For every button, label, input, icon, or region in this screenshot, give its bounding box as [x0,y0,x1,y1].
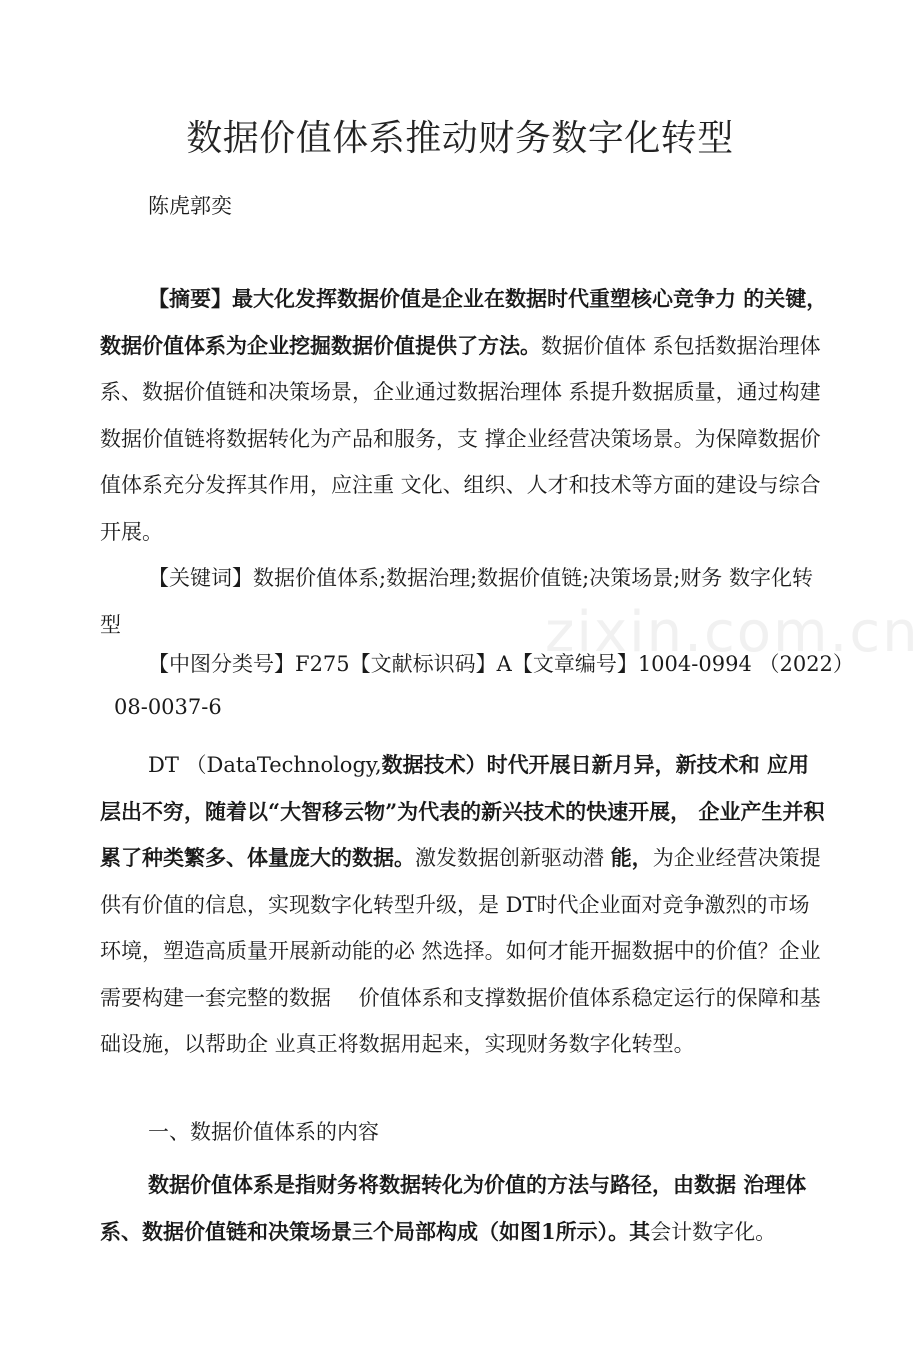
intro-prefix: DT （DataTechnology, [148,753,382,777]
article-number-line: 08-0037-6 [114,695,222,719]
keywords-label: 【关键词】 [148,566,253,590]
section-text: 会计数字化。 [650,1219,777,1244]
abstract-label: 【摘要】 [148,286,232,311]
author-names: 陈虎郭奕 [148,194,232,218]
intro-paragraph [100,742,828,1068]
abstract-paragraph [100,276,828,555]
intro-bold-text-2: 能， [610,845,653,870]
abstract-text: 数据价值体 系包括数据治理体系、数据价值链和决策场景，企业通过数据治理体 系提升数据质量，通过构建数据价值链将数据转化为产品和服务，支 撑企业经营决策场景。为保障数据价值体系充分发挥其作用，应注重 文化、组织、人才和技术等方面的建设与综合开展。 [100,333,821,544]
section-body-paragraph [100,1162,828,1255]
watermark: zixin.com.cn [545,600,920,665]
keywords-paragraph [100,555,828,648]
classification-line: 【中图分类号】F275【文献标识码】A【文章编号】1004-0994 （2022） [148,652,854,676]
intro-bold-text: 数据技术）时代开展日新月异，新技术和 应用层出不穷，随着以“大智移云物”为代表的新兴技术的快速开展， 企业产生并积累了种类繁多、体量庞大的数据。 [100,752,825,870]
page-title: 数据价值体系推动财务数字化转型 [186,118,734,160]
section-heading: 一、数据价值体系的内容 [148,1120,379,1144]
intro-text-1: 激发数据创新驱动潜 [415,846,611,870]
keywords-text: 数据价值体系;数据治理;数据价值链;决策场景;财务 数字化转型 [100,566,813,637]
section-bold-text: 数据价值体系是指财务将数据转化为价值的方法与路径，由数据 治理体系、数据价值链和决策场景三个局部构成（如图1所示）。其 [100,1172,807,1244]
intro-text-2: 为企业经营决策提供有价值的信息，实现数字化转型升级，是 DT时代企业面对竞争激烈的市场环境，塑造高质量开展新动能的必 然选择。如何才能开掘数据中的价值？企业需要构建一套完整的数据 价值体系和支撑数据价值体系稳定运行的保障和基础设施，以帮助企 业真正将数据用起来，实现财务数字化转型。 [100,846,821,1056]
abstract-bold-text: 最大化发挥数据价值是企业在数据时代重塑核心竞争力 的关键，数据价值体系为企业挖掘数据价值提供了方法。 [100,286,828,358]
